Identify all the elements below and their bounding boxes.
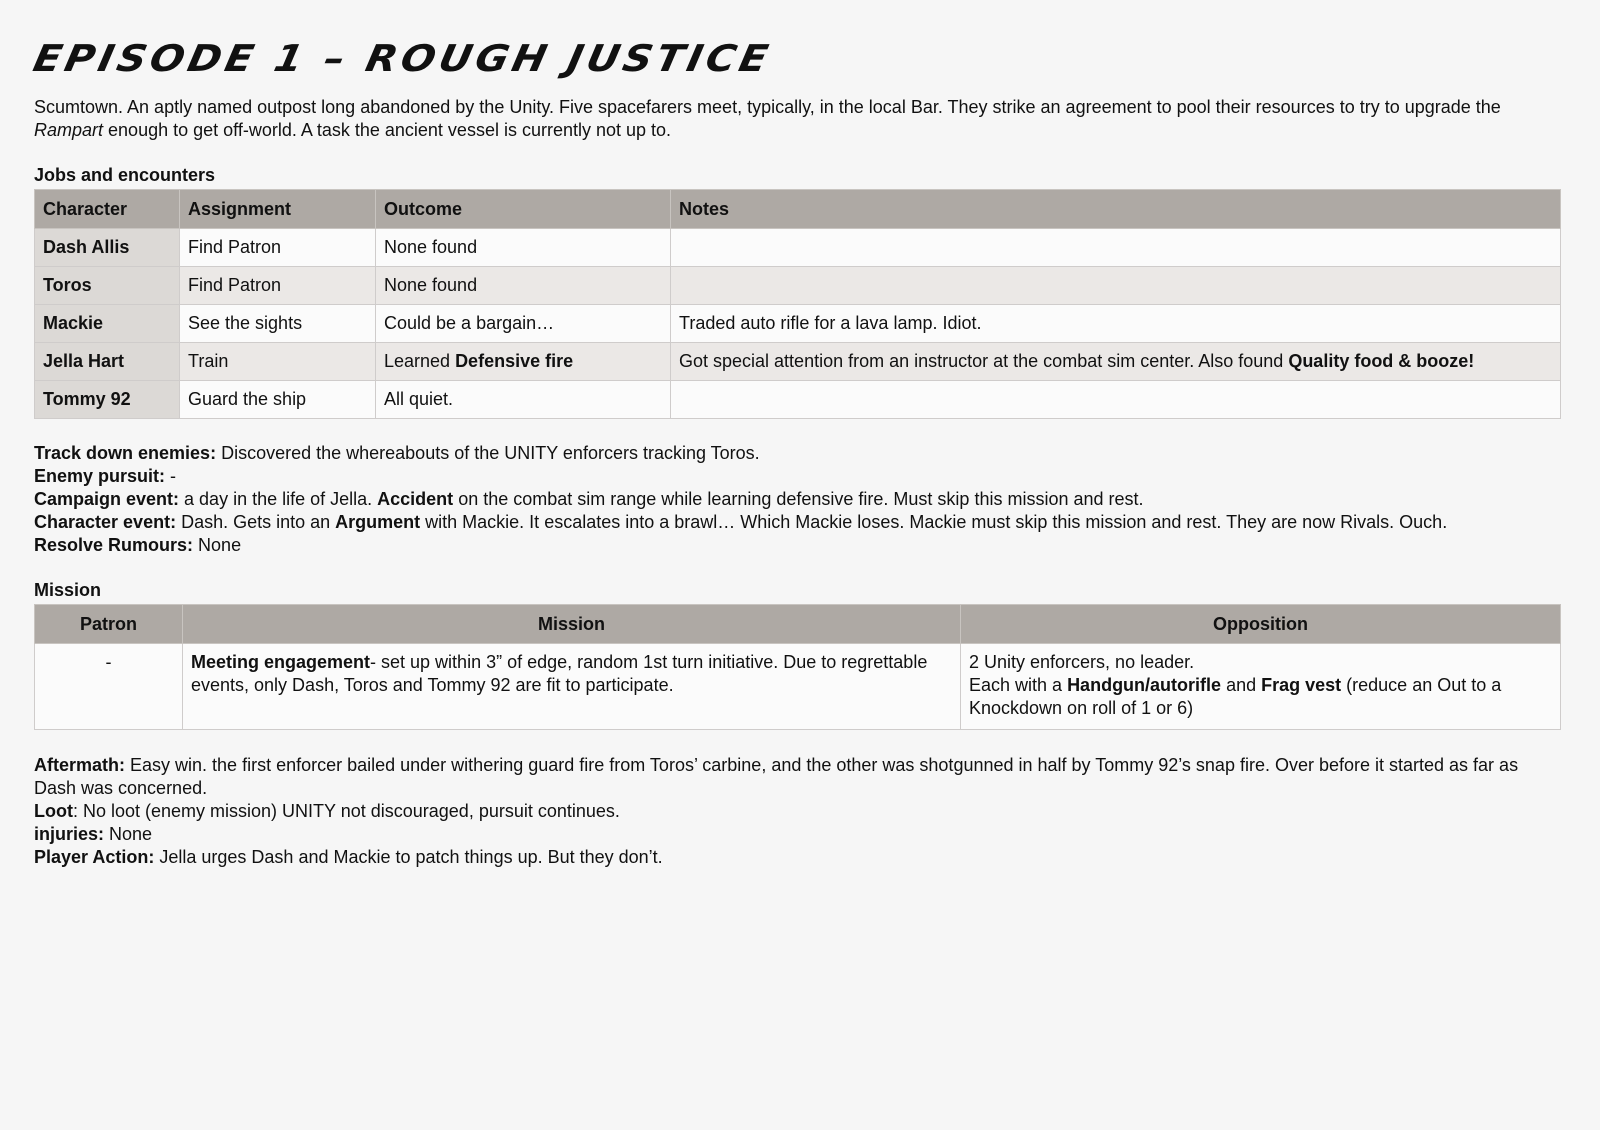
notes-cell	[671, 229, 1561, 267]
campaign-event-line: Campaign event: a day in the life of Jella. Accident on the combat sim range while learning defensive fire. Must skip this mission and rest.	[34, 489, 1144, 509]
character-event-line: Character event: Dash. Gets into an Argument with Mackie. It escalates into a brawl… Which Mackie loses. Mackie must skip this mission and rest. They are now Rivals. Ouch.	[34, 512, 1448, 532]
track-enemies-line: Track down enemies: Discovered the whereabouts of the UNITY enforcers tracking Toros.	[34, 443, 760, 463]
assignment-cell: Train	[180, 343, 376, 381]
character-cell: Dash Allis	[35, 229, 180, 267]
table-row	[35, 267, 1561, 305]
character-cell: Toros	[35, 267, 180, 305]
intro-paragraph: Scumtown. An aptly named outpost long abandoned by the Unity. Five spacefarers meet, typically, in the local Bar. They strike an agreement to pool their resources to try to upgrade the Rampart enough to get off-world. A task the ancient vessel is currently not up to.	[34, 97, 1501, 140]
table-row	[35, 381, 1561, 419]
column-header-patron: Patron	[35, 605, 183, 644]
table-row	[35, 644, 1561, 730]
events-section	[34, 442, 1560, 557]
mission-table	[34, 604, 1561, 730]
assignment-cell: Find Patron	[180, 229, 376, 267]
character-cell: Mackie	[35, 305, 180, 343]
character-cell: Jella Hart	[35, 343, 180, 381]
table-row	[35, 343, 1561, 381]
column-header-notes: Notes	[671, 190, 1561, 229]
notes-cell	[671, 381, 1561, 419]
document-page	[29, 34, 1560, 869]
episode-title: EPISODE 1 – ROUGH JUSTICE	[29, 37, 776, 81]
assignment-cell: See the sights	[180, 305, 376, 343]
outcome-cell: Could be a bargain…	[376, 305, 671, 343]
notes-cell	[671, 267, 1561, 305]
mission-heading: Mission	[34, 580, 102, 600]
outcome-cell: All quiet.	[376, 381, 671, 419]
assignment-cell: Guard the ship	[180, 381, 376, 419]
outcome-cell: None found	[376, 267, 671, 305]
resolve-rumours-line: Resolve Rumours: None	[34, 535, 242, 555]
notes-cell: Traded auto rifle for a lava lamp. Idiot.	[671, 305, 1561, 343]
table-row	[35, 229, 1561, 267]
enemy-pursuit-line: Enemy pursuit: -	[34, 466, 177, 486]
outcome-cell: None found	[376, 229, 671, 267]
jobs-header-row	[35, 190, 1561, 229]
table-row	[35, 305, 1561, 343]
notes-cell: Got special attention from an instructor at the combat sim center. Also found Quality food & booze!	[671, 343, 1561, 381]
patron-cell: -	[35, 644, 183, 730]
outcome-cell: Learned Defensive fire	[376, 343, 671, 381]
aftermath-line: Aftermath: Easy win. the first enforcer bailed under withering guard fire from Toros’ carbine, and the other was shotgunned in half by Tommy 92’s snap fire. Over before it started as far as Dash was concerned.	[34, 755, 1519, 798]
mission-header-row	[35, 605, 1561, 644]
column-header-mission: Mission	[183, 605, 961, 644]
column-header-opposition: Opposition	[961, 605, 1561, 644]
mission-cell: Meeting engagement- set up within 3” of edge, random 1st turn initiative. Due to regrettable events, only Dash, Toros and Tommy 92 are fit to participate.	[183, 644, 961, 730]
column-header-assignment: Assignment	[180, 190, 376, 229]
column-header-character: Character	[35, 190, 180, 229]
jobs-table	[34, 189, 1561, 419]
aftermath-section	[34, 754, 1560, 869]
assignment-cell: Find Patron	[180, 267, 376, 305]
loot-line: Loot: No loot (enemy mission) UNITY not discouraged, pursuit continues.	[34, 801, 620, 821]
ship-name: Rampart	[34, 120, 104, 140]
opposition-cell: 2 Unity enforcers, no leader. Each with a Handgun/autorifle and Frag vest (reduce an Out to a Knockdown on roll of 1 or 6)	[961, 644, 1561, 730]
jobs-heading: Jobs and encounters	[34, 165, 216, 185]
column-header-outcome: Outcome	[376, 190, 671, 229]
player-action-line: Player Action: Jella urges Dash and Mackie to patch things up. But they don’t.	[34, 847, 663, 867]
injuries-line: injuries: None	[34, 824, 153, 844]
character-cell: Tommy 92	[35, 381, 180, 419]
